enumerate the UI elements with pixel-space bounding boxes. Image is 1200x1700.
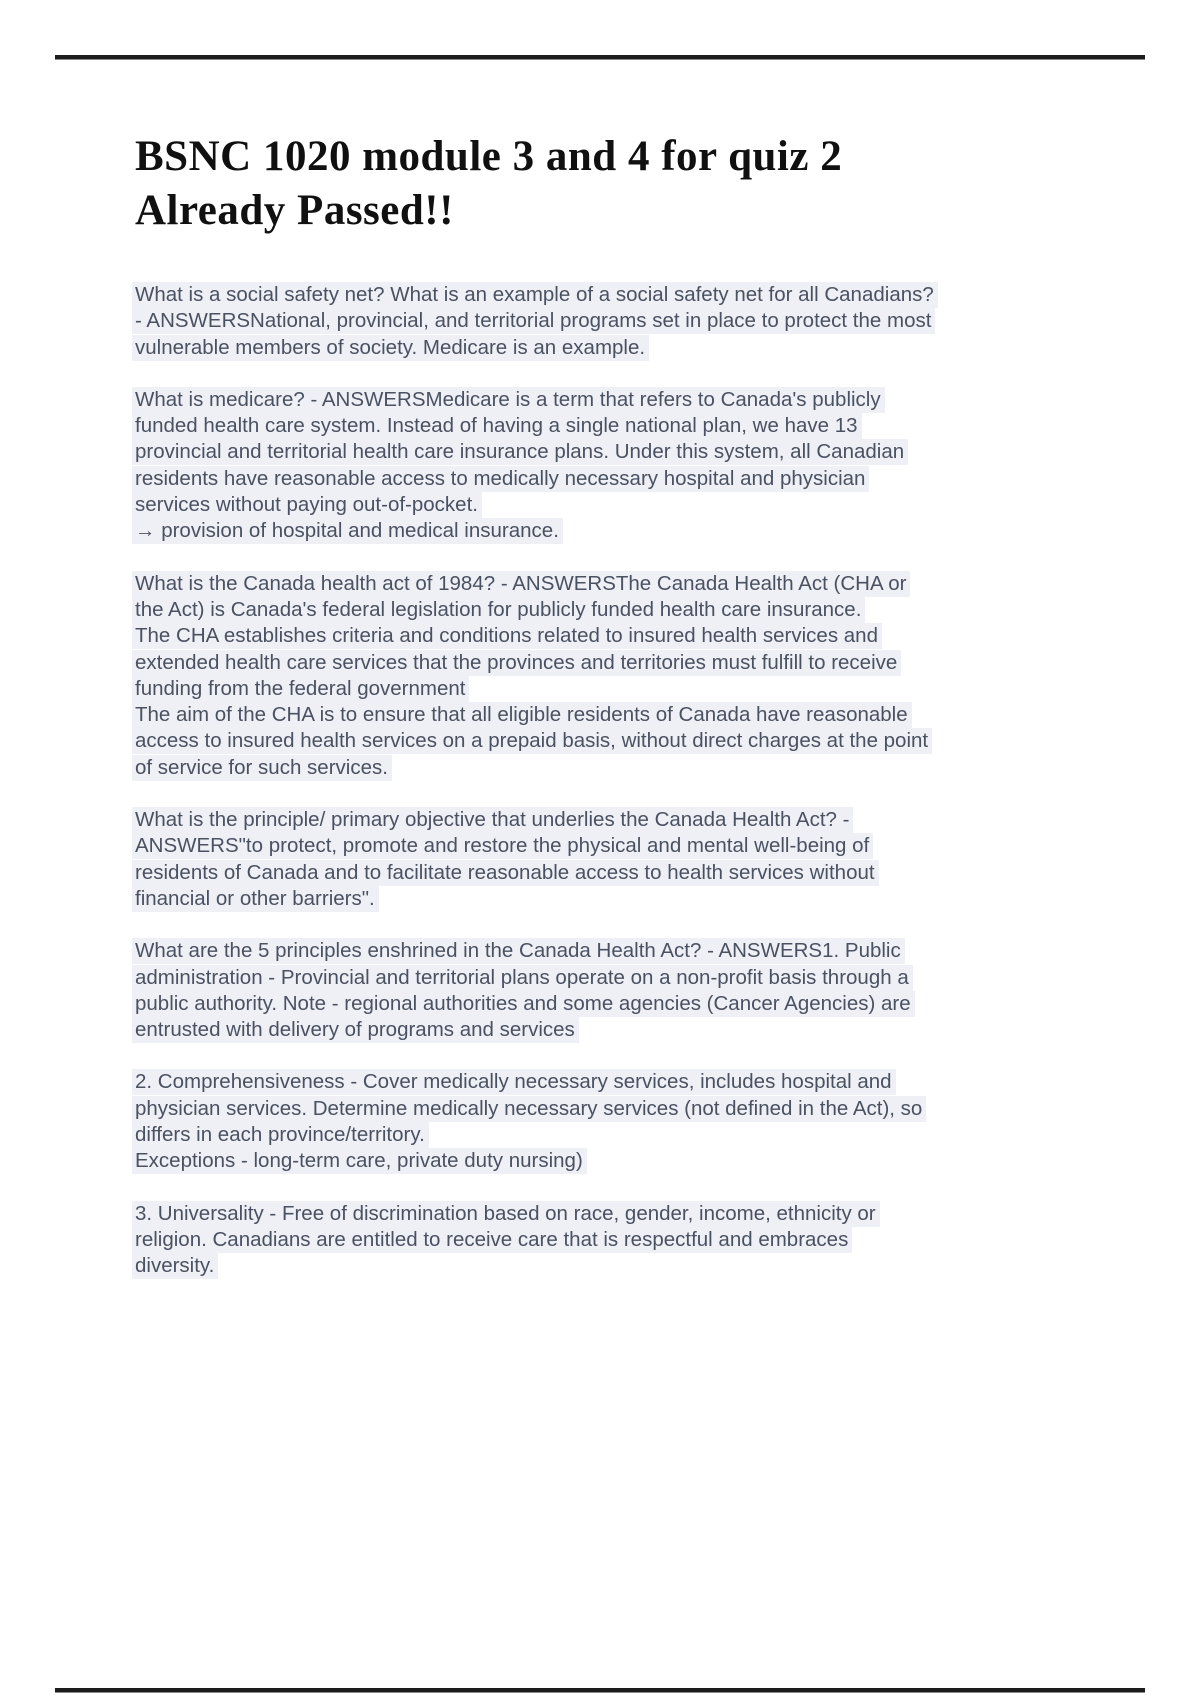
highlighted-text: What is the Canada health act of 1984? - ANSWERSThe Canada Health Act (CHA or xyxy=(132,571,910,597)
text-line xyxy=(135,650,1145,676)
page-title-line-1: BSNC 1020 module 3 and 4 for quiz 2 xyxy=(135,133,843,180)
highlighted-text: - ANSWERSNational, provincial, and territorial programs set in place to protect the most xyxy=(132,308,935,334)
bottom-horizontal-rule xyxy=(55,1688,1145,1693)
text-line xyxy=(135,965,1145,991)
text-line xyxy=(135,492,1145,518)
text-line xyxy=(135,597,1145,623)
highlighted-text: extended health care services that the provinces and territories must fulfill to receive xyxy=(132,650,901,676)
highlighted-text: residents have reasonable access to medically necessary hospital and physician xyxy=(132,466,869,492)
highlighted-text: diversity. xyxy=(132,1253,218,1279)
highlighted-text: The aim of the CHA is to ensure that all eligible residents of Canada have reasonable xyxy=(132,702,912,728)
highlighted-text: access to insured health services on a prepaid basis, without direct charges at the point xyxy=(132,728,932,754)
highlighted-text: What are the 5 principles enshrined in the Canada Health Act? - ANSWERS1. Public xyxy=(132,938,905,964)
text-line xyxy=(135,755,1145,781)
highlighted-text: What is a social safety net? What is an example of a social safety net for all Canadians? xyxy=(132,282,938,308)
text-line xyxy=(135,991,1145,1017)
text-line xyxy=(135,282,1145,308)
text-line xyxy=(135,413,1145,439)
qa-paragraph xyxy=(135,387,1145,545)
highlighted-text: financial or other barriers". xyxy=(132,886,379,912)
text-line xyxy=(135,623,1145,649)
text-line xyxy=(135,1148,1145,1174)
text-line xyxy=(135,1253,1145,1279)
highlighted-text: ANSWERS"to protect, promote and restore the physical and mental well-being of xyxy=(132,833,873,859)
highlighted-text: funded health care system. Instead of having a single national plan, we have 13 xyxy=(132,413,862,439)
text-line xyxy=(135,308,1145,334)
qa-paragraph xyxy=(135,571,1145,781)
highlighted-text: the Act) is Canada's federal legislation for publicly funded health care insurance. xyxy=(132,597,865,623)
text-line xyxy=(135,860,1145,886)
text-line xyxy=(135,1096,1145,1122)
text-line xyxy=(135,886,1145,912)
highlighted-text: entrusted with delivery of programs and services xyxy=(132,1017,579,1043)
text-line xyxy=(135,1201,1145,1227)
highlighted-text: administration - Provincial and territorial plans operate on a non-profit basis through a xyxy=(132,965,913,991)
qa-paragraph xyxy=(135,807,1145,912)
highlighted-text: provincial and territorial health care insurance plans. Under this system, all Canadian xyxy=(132,439,908,465)
text-line xyxy=(135,335,1145,361)
highlighted-text: differs in each province/territory. xyxy=(132,1122,429,1148)
qa-paragraph xyxy=(135,1069,1145,1174)
page-title xyxy=(135,130,842,238)
text-line xyxy=(135,1017,1145,1043)
top-horizontal-rule xyxy=(55,55,1145,60)
highlighted-text: What is the principle/ primary objective that underlies the Canada Health Act? - xyxy=(132,807,853,833)
qa-paragraph xyxy=(135,1201,1145,1280)
highlighted-text: What is medicare? - ANSWERSMedicare is a term that refers to Canada's publicly xyxy=(132,387,885,413)
highlighted-text: funding from the federal government xyxy=(132,676,469,702)
text-line xyxy=(135,938,1145,964)
text-line xyxy=(135,1069,1145,1095)
text-line xyxy=(135,466,1145,492)
highlighted-text: residents of Canada and to facilitate reasonable access to health services without xyxy=(132,860,879,886)
highlighted-text: vulnerable members of society. Medicare is an example. xyxy=(132,335,649,361)
text-line xyxy=(135,1122,1145,1148)
highlighted-text: religion. Canadians are entitled to receive care that is respectful and embraces xyxy=(132,1227,852,1253)
highlighted-text: physician services. Determine medically necessary services (not defined in the Act), so xyxy=(132,1096,926,1122)
text-line xyxy=(135,1227,1145,1253)
text-line xyxy=(135,387,1145,413)
page-title-line-2: Already Passed!! xyxy=(135,187,454,234)
highlighted-text: public authority. Note - regional authorities and some agencies (Cancer Agencies) are xyxy=(132,991,915,1017)
highlighted-text: The CHA establishes criteria and conditions related to insured health services and xyxy=(132,623,882,649)
highlighted-text: of service for such services. xyxy=(132,755,392,781)
text-line xyxy=(135,571,1145,597)
document-body xyxy=(135,282,1145,1306)
highlighted-text: 2. Comprehensiveness - Cover medically necessary services, includes hospital and xyxy=(132,1069,896,1095)
highlighted-text: services without paying out-of-pocket. xyxy=(132,492,482,518)
highlighted-text: Exceptions - long-term care, private duty nursing) xyxy=(132,1148,587,1174)
text-line xyxy=(135,728,1145,754)
text-line xyxy=(135,518,1145,544)
text-line xyxy=(135,833,1145,859)
qa-paragraph xyxy=(135,282,1145,361)
text-line xyxy=(135,702,1145,728)
text-line xyxy=(135,439,1145,465)
text-line xyxy=(135,676,1145,702)
highlighted-text: → provision of hospital and medical insurance. xyxy=(132,518,563,544)
highlighted-text: 3. Universality - Free of discrimination based on race, gender, income, ethnicity or xyxy=(132,1201,880,1227)
qa-paragraph xyxy=(135,938,1145,1043)
text-line xyxy=(135,807,1145,833)
